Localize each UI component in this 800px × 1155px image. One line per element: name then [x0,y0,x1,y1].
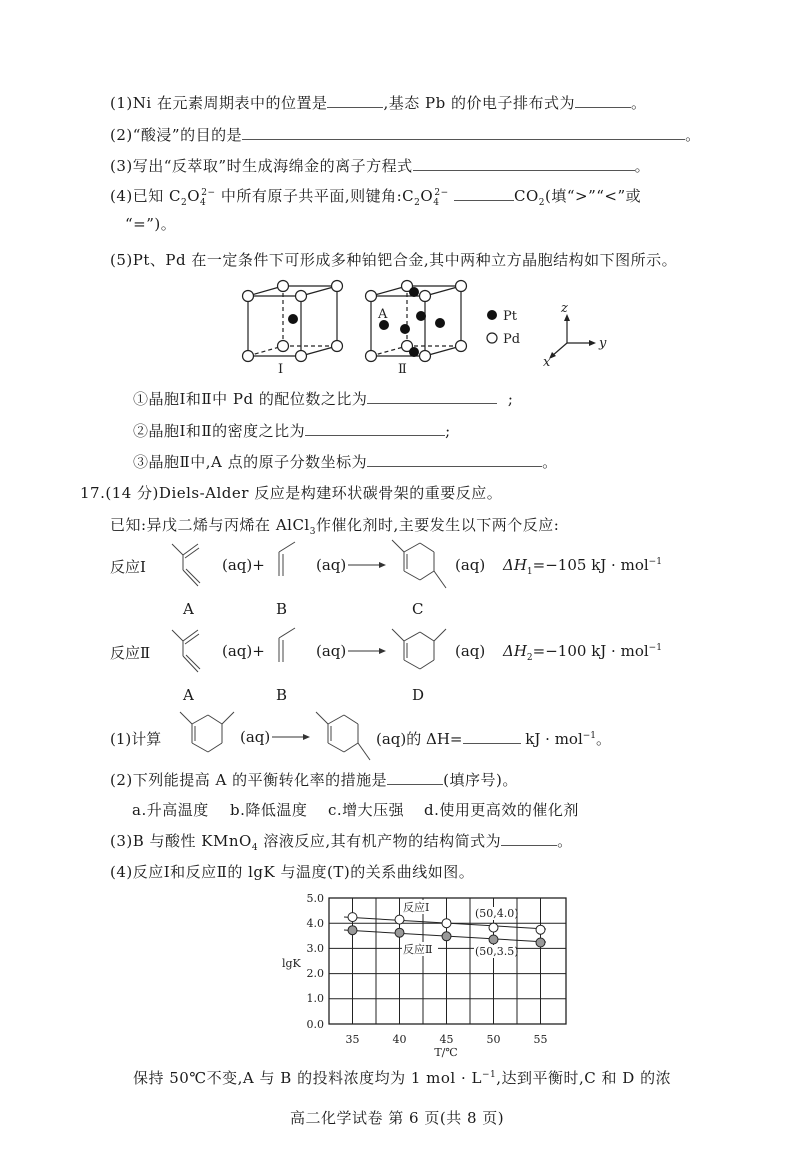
svg-text:4.0: 4.0 [306,917,324,930]
answer-blank[interactable] [305,421,445,436]
answer-blank[interactable] [367,389,497,404]
q17-p5-text2: ,达到平衡时,C 和 D 的浓 [496,1069,672,1087]
svg-text:35: 35 [345,1033,360,1046]
q17-p3-text: (3)B 与酸性 KMnO [110,832,252,850]
product-c-structure [390,538,450,598]
q16-part3 [110,156,650,176]
svg-text:x: x [543,355,551,370]
pt-legend-icon [487,310,497,320]
compound-b-label: B [276,686,288,704]
svg-text:5.0: 5.0 [306,892,324,905]
cell1-label: Ⅰ [278,362,284,377]
q16-sub1-text: ①晶胞Ⅰ和Ⅱ中 Pd 的配位数之比为 [133,390,368,408]
q16-sub2 [133,421,451,441]
punct: 。 [542,453,558,471]
lgk-temperature-chart [280,890,580,1060]
option-c: c.增大压强 [328,801,405,819]
svg-text:Pt: Pt [503,309,517,324]
aq: (aq) [455,642,486,660]
aq-plus: (aq)+ [222,642,265,660]
option-b: b.降低温度 [230,801,308,819]
svg-text:Pd: Pd [503,332,521,347]
q16-p2-text: (2)“酸浸”的目的是 [110,126,243,144]
svg-text:1.0: 1.0 [306,992,324,1005]
compound-c-label: C [412,600,424,618]
q17-p1-tail: (aq)的 ΔH= kJ · mol$^{-1}$。 [376,730,612,748]
q17-options [132,800,579,820]
q17-part2 [110,770,518,790]
punct: 。 [634,157,651,175]
q17-p5-text: 保持 50℃不变,A 与 B 的投料浓度均为 1 mol · L [133,1069,482,1087]
svg-text:0.0: 0.0 [306,1018,324,1031]
answer-blank[interactable] [387,770,443,785]
q17-p2-text: (2)下列能提高 A 的平衡转化率的措施是 [110,771,388,789]
q16-part4-cont: “=”)。 [125,215,177,233]
answer-blank[interactable] [463,729,521,744]
answer-blank[interactable] [327,93,383,108]
compound-a-label: A [183,600,194,618]
q16-sub3 [133,452,558,472]
q17-part5: 保持 50℃不变,A 与 B 的投料浓度均为 1 mol · $L^{-1}$,达到平衡时,C 和 D 的浓 [133,1069,672,1087]
answer-blank[interactable] [454,186,514,201]
svg-text:lgK: lgK [282,957,301,970]
propene-structure [275,626,305,666]
svg-text:50: 50 [486,1033,501,1046]
answer-blank[interactable] [367,452,542,467]
q16-sub1 [133,389,513,409]
compound-a-label: A [183,686,194,704]
isoprene-structure [170,540,210,590]
svg-text:T/℃: T/℃ [434,1046,458,1059]
svg-text:(50,3.5): (50,3.5) [475,945,519,958]
co2-text: CO [513,187,539,205]
aq: (aq) [455,556,486,574]
q16-p4-text2: 中所有原子共平面,则键角:C [215,187,415,205]
delta-h2: $\Delta H_2=-100$ kJ · mol$^{-1}$ [503,642,662,663]
svg-text:(50,4.0): (50,4.0) [475,907,519,920]
compound-b-label: B [276,600,288,618]
q17-p1-text: (1)计算 [110,730,162,748]
q17-part4: (4)反应Ⅰ和反应Ⅱ的 lgK 与温度(T)的关系曲线如图。 [110,863,475,881]
aq: (aq) [316,642,347,660]
q17-title: 17.(14 分)Diels-Alder 反应是构建环状碳骨架的重要反应。 [80,484,503,502]
svg-text:45: 45 [439,1033,454,1046]
svg-text:2.0: 2.0 [306,967,324,980]
q16-p4-text: (4)已知 C [110,187,181,205]
reaction1-label: 反应Ⅰ [110,558,146,576]
delta-h1: $\Delta H_1=-105$ kJ · mol$^{-1}$ [503,556,662,577]
svg-text:反应Ⅰ: 反应Ⅰ [403,901,430,914]
svg-text:反应Ⅱ: 反应Ⅱ [403,943,433,956]
cell2-label: Ⅱ [398,362,407,377]
propene-structure [275,540,305,580]
answer-blank[interactable] [501,831,557,846]
svg-text:40: 40 [392,1033,407,1046]
product-c-structure [314,710,374,770]
aq-plus: (aq)+ [222,556,265,574]
svg-text:z: z [561,301,568,316]
answer-blank[interactable] [242,125,685,140]
reaction2-label: 反应Ⅱ [110,644,151,662]
q16-part2 [110,125,701,145]
aq: (aq) [316,556,347,574]
q17-p2-end: (填序号)。 [443,771,518,789]
q16-sub2-text: ②晶胞Ⅰ和Ⅱ的密度之比为 [133,422,306,440]
q16-p3-text: (3)写出“反萃取”时生成海绵金的离子方程式 [110,157,413,175]
aq: (aq) [240,728,271,746]
q16-part5: (5)Pt、Pd 在一定条件下可形成多种铂钯合金,其中两种立方晶胞结构如下图所示。 [110,251,678,269]
reaction-arrow [348,560,388,570]
product-d-structure [390,627,450,682]
product-d-structure [178,710,238,765]
punct: 。 [630,94,647,112]
q17-known-text: 已知:异戊二烯与丙烯在 AlCl [110,516,310,534]
punct: ; [445,422,451,440]
q17-p3-text2: 溶液反应,其有机产物的结构简式为 [258,832,502,850]
q16-part1 [110,93,646,113]
svg-text:55: 55 [533,1033,548,1046]
q16-p4-text3: (填“>”“<”或 [545,187,642,205]
option-a: a.升高温度 [132,801,209,819]
answer-blank[interactable] [575,93,631,108]
q16-p1-text2: ,基态 Pb 的价电子排布式为 [383,94,575,112]
reaction-arrow [272,732,312,742]
page-footer: 高二化学试卷 第 6 页(共 8 页) [290,1109,505,1127]
answer-blank[interactable] [413,156,635,171]
reaction-arrow [348,646,388,656]
punct: 。 [685,126,701,144]
punct: ; [507,390,514,408]
axis-icon [549,314,596,359]
q17-known: 已知:异戊二烯与丙烯在 AlCl$_3$作催化剂时,主要发生以下两个反应: [110,516,560,537]
q17-part3: (3)B 与酸性 KMnO$_4$ 溶液反应,其有机产物的结构简式为 。 [110,832,573,853]
isoprene-structure [170,626,210,676]
crystal-cell-figure [230,278,630,378]
svg-text:y: y [599,336,607,351]
q16-sub3-text: ③晶胞Ⅱ中,A 点的原子分数坐标为 [133,453,368,471]
q17-known-text2: 作催化剂时,主要发生以下两个反应: [315,516,560,534]
compound-d-label: D [412,686,425,704]
pd-legend-icon [487,333,497,343]
q16-p1-text: (1)Ni 在元素周期表中的位置是 [110,94,328,112]
option-d: d.使用更高效的催化剂 [424,801,579,819]
point-a-label: A [378,307,388,322]
q16-part4: (4)已知 $C_2O_4^{2-}$ 中所有原子共平面,则键角$:C_2O_4^{2-}$ $CO_2$(填“>”“<”或 [110,187,642,208]
svg-text:3.0: 3.0 [306,942,324,955]
pd-atom-icons [243,281,467,362]
